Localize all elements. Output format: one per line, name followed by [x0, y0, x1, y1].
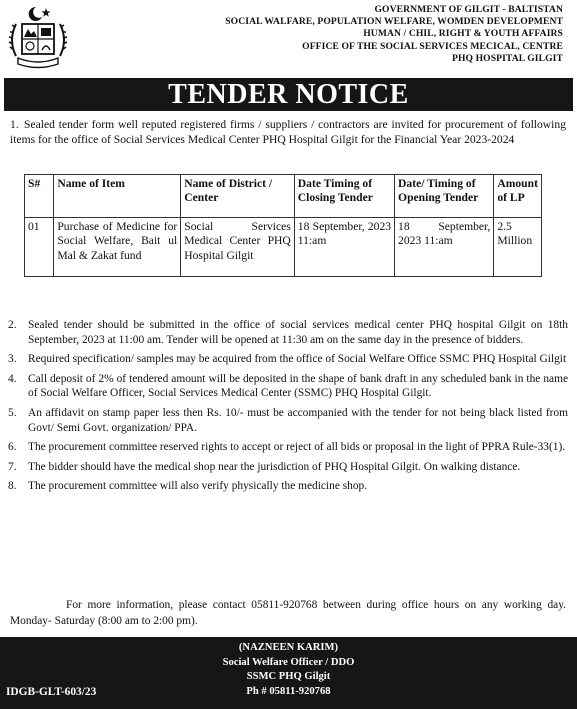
list-item: [8, 479, 568, 494]
intro-number: 1.: [10, 118, 19, 131]
table-cell: 01: [25, 218, 54, 277]
list-item-text: Required specification/ samples may be acquired from the office of Social Welfare Office SSMC PHQ Hospital Gilgit: [28, 353, 567, 366]
table-row: [25, 218, 542, 277]
letterhead-line: PHQ HOSPITAL GILGIT: [451, 52, 563, 64]
conditions-list: [8, 318, 568, 499]
list-item-text: The bidder should have the medical shop near the jurisdiction of PHQ Hospital Gilgit. On walking distance.: [28, 460, 521, 473]
intro-paragraph: [10, 118, 566, 147]
list-item-text: Call deposit of 2% of tendered amount will be deposited in the shape of bank draft in any scheduled bank in the name of Social Welfare Officer, Social Services Medical Center (SSMC) PHQ Hospital Gilgit.: [28, 372, 568, 400]
signatory-phone: Ph # 05811-920768: [246, 685, 331, 697]
contact-paragraph: For more information, please contact 05811-920768 between during office hours on any working day. Monday- Saturday (8:00 am to 2:00 pm).: [10, 599, 566, 627]
list-item-text: Sealed tender should be submitted in the office of social services medical center PHQ hospital Gilgit on 18th September, 2023 at 11:00 am. Tender will be opened at 11:30 am on the same day in the presence of bidders.: [28, 319, 568, 346]
list-item-number: 4.: [8, 372, 17, 385]
list-item-text: The procurement committee reserved rights to accept or reject of all bids or proposal in the light of PPRA Rule-33(1).: [28, 441, 566, 454]
list-item: [8, 352, 568, 367]
list-item: [8, 372, 568, 401]
list-item: [8, 460, 568, 475]
gilgit-baltistan-crest-icon: [6, 4, 70, 72]
list-item-text: An affidavit on stamp paper less then Rs. 10/- must be accompanied with the tender for not being black listed from Govt/ Semi Govt. organization/ PPA.: [28, 406, 568, 434]
letterhead-line: HUMAN / CHIL, RIGHT & YOUTH AFFAIRS: [363, 28, 563, 40]
table-cell: 18 September, 2023 11:am: [294, 218, 394, 277]
signatory-designation: Social Welfare Officer / DDO: [222, 656, 355, 668]
signatory-name: (NAZNEEN KARIM): [238, 642, 339, 653]
list-item-number: 5.: [8, 406, 17, 419]
list-item: [8, 318, 568, 347]
list-item-number: 6.: [8, 441, 17, 454]
column-header: Name of District / Center: [181, 175, 295, 218]
column-header: Name of Item: [54, 175, 181, 218]
notice-title: TENDER NOTICE: [4, 78, 573, 111]
column-header: Date Timing of Closing Tender: [294, 175, 394, 218]
letterhead-line: OFFICE OF THE SOCIAL SERVICES MECICAL, CENTRE: [302, 40, 563, 52]
list-item: [8, 406, 568, 435]
list-item-number: 7.: [8, 460, 17, 473]
letterhead: [0, 0, 577, 78]
signatory-office: SSMC PHQ Gilgit: [246, 671, 331, 683]
list-item-number: 3.: [8, 353, 17, 366]
table-header-row: [25, 175, 542, 218]
column-header: Date/ Timing of Opening Tender: [395, 175, 494, 218]
list-item: [8, 440, 568, 455]
column-header: Amount of LP: [494, 175, 542, 218]
list-item-number: 8.: [8, 480, 17, 493]
signature-block: [0, 637, 577, 709]
column-header: S#: [25, 175, 54, 218]
letterhead-lines: [225, 4, 563, 65]
table-cell: Purchase of Medicine for Social Welfare, Bait ul Mal & Zakat fund: [54, 218, 181, 277]
reference-number: IDGB-GLT-603/23: [6, 686, 97, 698]
letterhead-line: GOVERNMENT OF GILGIT - BALTISTAN: [374, 4, 563, 15]
letterhead-line: SOCIAL WALFARE, POPULATION WELFARE, WOMDEN DEVELOPMENT: [225, 16, 563, 28]
table-cell: 18 September, 2023 11:am: [395, 218, 494, 277]
list-item-text: The procurement committee will also verify physically the medicine shop.: [28, 480, 368, 493]
table-cell: Social Services Medical Center PHQ Hospital Gilgit: [181, 218, 295, 277]
list-item-number: 2.: [8, 319, 17, 331]
tender-items-table: [24, 174, 542, 277]
intro-text: Sealed tender form well reputed registered firms / suppliers / contractors are invited for procurement of following items for the office of Social Services Medical Center PHQ Hospital Gilgit for the Financial Year 2023-2024: [10, 118, 566, 146]
table-cell: 2.5 Million: [494, 218, 542, 277]
